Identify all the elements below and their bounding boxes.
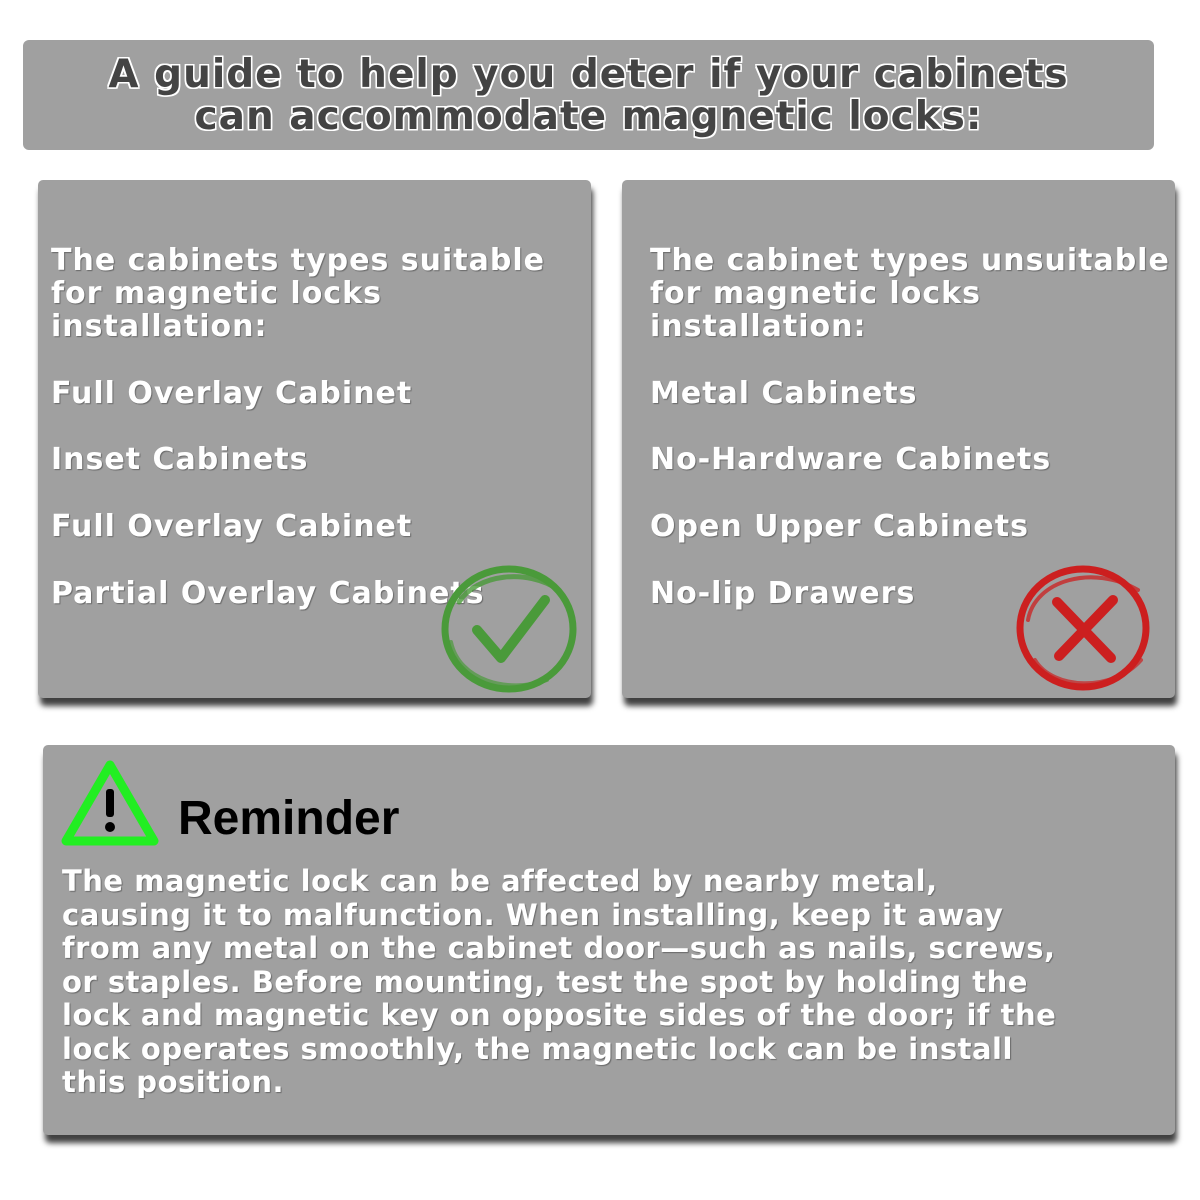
page-title: A guide to help you deter if your cabinets can accommodate magnetic locks: <box>108 52 1069 139</box>
suitable-item: Full Overlay Cabinet <box>51 509 413 544</box>
unsuitable-panel-heading: The cabinet types unsuitable for magnetic locks installation: <box>650 243 1170 344</box>
reminder-title: Reminder <box>178 792 400 845</box>
header-banner <box>23 40 1154 150</box>
reminder-body: The magnetic lock can be affected by nearby metal, causing it to malfunction. When installing, keep it away from any metal on the cabinet door—such as nails, screws, or staples. Before mounting, test the spot by holding the lock and magnetic key on opposite sides of the door; if the lock operates smoothly, the magnetic lock can be install this position. <box>62 864 1057 1099</box>
warning-triangle-icon <box>60 759 160 847</box>
green-check-circle-icon <box>437 562 582 697</box>
suitable-item: Full Overlay Cabinet <box>51 376 413 411</box>
reminder-box <box>43 745 1175 1135</box>
suitable-panel-heading: The cabinets types suitable for magnetic locks installation: <box>51 243 545 344</box>
unsuitable-item: Metal Cabinets <box>650 376 918 411</box>
suitable-item: Partial Overlay Cabinets <box>51 576 485 611</box>
unsuitable-item: Open Upper Cabinets <box>650 509 1029 544</box>
suitable-item: Inset Cabinets <box>51 442 309 477</box>
unsuitable-item: No-Hardware Cabinets <box>650 442 1052 477</box>
unsuitable-item: No-lip Drawers <box>650 576 916 611</box>
red-x-circle-icon <box>1013 560 1158 695</box>
